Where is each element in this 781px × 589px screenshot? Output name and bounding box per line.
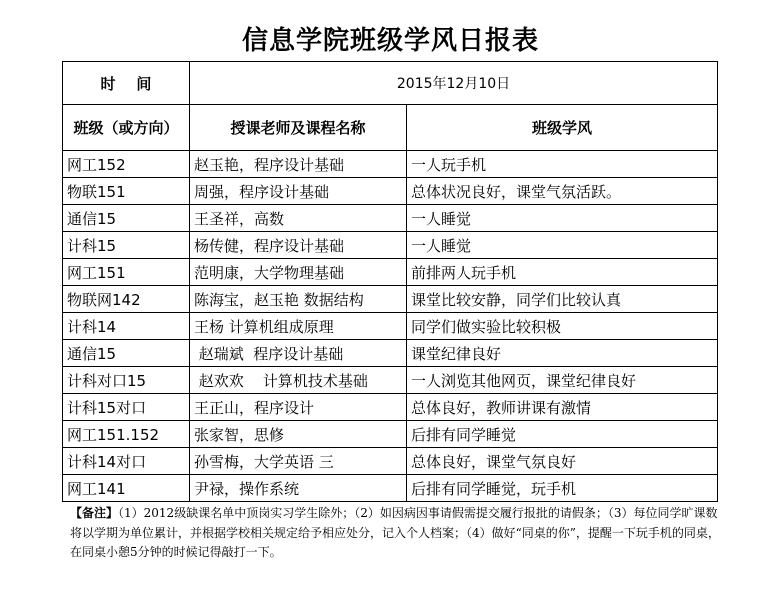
table-row — [63, 394, 718, 421]
cell-style: 课堂比较安静，同学们比较认真 — [407, 286, 718, 313]
cell-class: 网工141 — [63, 475, 190, 502]
cell-teacher: 陈海宝，赵玉艳 数据结构 — [190, 286, 407, 313]
cell-teacher: 尹禄，操作系统 — [190, 475, 407, 502]
table-row — [63, 421, 718, 448]
cell-class: 网工151.152 — [63, 421, 190, 448]
cell-style: 总体良好，课堂气氛良好 — [407, 448, 718, 475]
cell-teacher: 范明康，大学物理基础 — [190, 259, 407, 286]
cell-teacher: 杨传健，程序设计基础 — [190, 232, 407, 259]
remarks-text: （1）2012级缺课名单中顶岗实习学生除外；（2）如因病因事请假需提交履行报批的请假条；（3）每位同学旷课数将以学期为单位累计，并根据学校相关规定给予相应处分，记入个人档案；（4）做好“同桌的你”，提醒一下玩手机的同桌，在同桌小憩5分钟的时候记得敲打一下。 — [70, 506, 720, 559]
table-row — [63, 178, 718, 205]
cell-teacher: 王正山，程序设计 — [190, 394, 407, 421]
cell-teacher: 王圣祥，高数 — [190, 205, 407, 232]
cell-class: 计科15 — [63, 232, 190, 259]
header-row — [63, 105, 718, 151]
cell-class: 计科14 — [63, 313, 190, 340]
cell-teacher: 王杨 计算机组成原理 — [190, 313, 407, 340]
header-class: 班级（或方向） — [63, 105, 190, 151]
cell-teacher: 赵瑞斌 程序设计基础 — [190, 340, 407, 367]
cell-class: 计科15对口 — [63, 394, 190, 421]
cell-style: 总体状况良好，课堂气氛活跃。 — [407, 178, 718, 205]
cell-teacher: 张家智，思修 — [190, 421, 407, 448]
table-row — [63, 448, 718, 475]
cell-class: 物联151 — [63, 178, 190, 205]
remarks — [70, 504, 720, 563]
page-title: 信息学院班级学风日报表 — [241, 26, 539, 56]
table-row — [63, 475, 718, 502]
cell-style: 后排有同学睡觉，玩手机 — [407, 475, 718, 502]
cell-teacher: 赵欢欢 计算机技术基础 — [190, 367, 407, 394]
cell-class: 通信15 — [63, 340, 190, 367]
cell-class: 网工152 — [63, 151, 190, 178]
header-study-style: 班级学风 — [407, 105, 718, 151]
cell-class: 通信15 — [63, 205, 190, 232]
remarks-label: 【备注】 — [70, 506, 119, 520]
time-label: 时 间 — [63, 62, 190, 105]
table-row — [63, 151, 718, 178]
cell-teacher: 赵玉艳，程序设计基础 — [190, 151, 407, 178]
cell-class: 物联网142 — [63, 286, 190, 313]
table-row — [63, 259, 718, 286]
cell-style: 前排两人玩手机 — [407, 259, 718, 286]
table-row — [63, 232, 718, 259]
table-row — [63, 367, 718, 394]
cell-class: 计科对口15 — [63, 367, 190, 394]
cell-style: 课堂纪律良好 — [407, 340, 718, 367]
cell-style: 一人玩手机 — [407, 151, 718, 178]
cell-teacher: 周强，程序设计基础 — [190, 178, 407, 205]
cell-class: 网工151 — [63, 259, 190, 286]
table-row — [63, 205, 718, 232]
cell-teacher: 孙雪梅，大学英语 三 — [190, 448, 407, 475]
cell-style: 一人睡觉 — [407, 232, 718, 259]
date-value: 2015年12月10日 — [190, 62, 718, 105]
header-teacher-course: 授课老师及课程名称 — [190, 105, 407, 151]
table-row — [63, 313, 718, 340]
cell-style: 总体良好，教师讲课有激情 — [407, 394, 718, 421]
cell-style: 一人浏览其他网页，课堂纪律良好 — [407, 367, 718, 394]
cell-style: 后排有同学睡觉 — [407, 421, 718, 448]
table-row — [63, 286, 718, 313]
time-row — [63, 62, 718, 105]
cell-style: 同学们做实验比较积极 — [407, 313, 718, 340]
table-row — [63, 340, 718, 367]
cell-class: 计科14对口 — [63, 448, 190, 475]
report-table — [62, 61, 718, 502]
cell-style: 一人睡觉 — [407, 205, 718, 232]
